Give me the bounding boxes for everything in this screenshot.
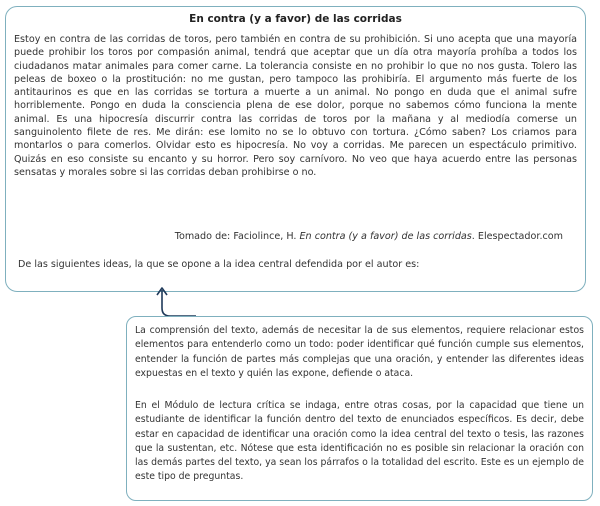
passage-body: Estoy en contra de las corridas de toros, pero también en contra de su prohibición. Si uno acepta que una mayoría puede prohibir los toros por compasión animal, tendrá que aceptar que un día otra mayoría prohíba a todos los ciudadanos matar animales para comer carne. La tolerancia consiste en no prohibir lo que no nos gusta. Tolero las peleas de boxeo o la prostitución: no me gustan, pero tampoco las prohibiría. El argumento más fuerte de los antitaurinos es que en las corridas se tortura a muerte a un animal. No pongo en duda que el animal sufre horriblemente. Pongo en duda la consciencia plena de ese dolor, porque no sabemos cómo funciona la mente animal. Es una hipocresía discurrir contra las corridas de toros por la mañana y al mediodía comerse un sanguinolento filete de res. Me dirán: ese lomito no se lo obtuvo con tortura. ¿Cómo saben? Los criamos para montarlos o para comerlos. Olvidar esto es hipocresía. No voy a corridas. Me parecen un espectáculo primitivo. Quizás en eso consiste su encanto y su horror. Pero soy carnívoro. No veo que haya acuerdo entre las personas sensatas y morales sobre si las corridas deban prohibirse o no. — [14, 34, 577, 178]
source-title: En contra (y a favor) de las corridas — [299, 231, 472, 242]
source-suffix: . Elespectador.com — [471, 231, 563, 242]
source-prefix: Tomado de: Faciolince, H. — [174, 231, 300, 242]
question-stem: De las siguientes ideas, la que se opone a la idea central defendida por el autor es: — [18, 259, 420, 270]
explanation-paragraph-1: La comprensión del texto, además de necesitar la de sus elementos, requiere relacionar estos elementos para entenderlo como un todo: poder identificar qué función cumple sus elementos, entender la función de partes más complejas que una oración, y entender las diferentes ideas expuestas en el texto y quién las expone, defiende o ataca. — [135, 325, 584, 379]
passage-title: En contra (y a favor) de las corridas — [189, 13, 402, 25]
reading-passage-box — [5, 6, 586, 292]
explanation-box — [126, 316, 593, 501]
passage-source — [175, 231, 563, 242]
explanation-paragraph-2: En el Módulo de lectura crítica se indaga, entre otras cosas, por la capacidad que tiene un estudiante de identificar la función dentro del texto de enunciados específicos. Es decir, debe estar en capacidad de identificar una oración como la idea central del texto o tesis, las razones que la sustentan, etc. Nótese que esta identificación no es posible sin relacionar la oración con las demás partes del texto, ya sean los párrafos o la totalidad del escrito. Este es un ejemplo de este tipo de preguntas. — [135, 400, 584, 483]
